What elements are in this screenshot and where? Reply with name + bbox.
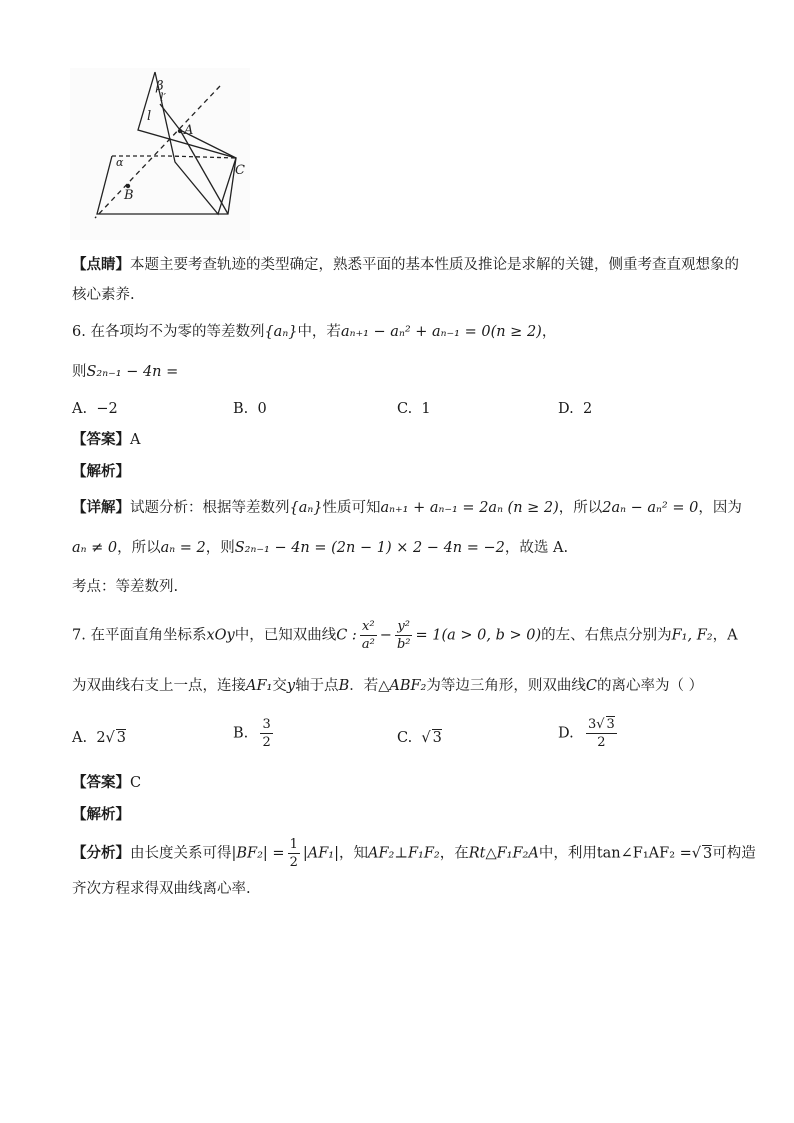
q6-option-c-text: 1 <box>421 401 431 417</box>
q7-line2-h: △ABF₂ <box>378 678 427 694</box>
q7-frac-x-num: x² <box>362 619 375 634</box>
q7-fenxi-h: 中，利用 <box>538 845 597 862</box>
q7-frac-y <box>395 618 413 653</box>
q7-option-a-letter: A. <box>72 730 88 746</box>
q7-stem-d: C : <box>336 627 357 644</box>
q7-stem-f: 的左、右焦点分别为 <box>541 627 672 644</box>
q7-line2-a: 为双曲线右支上一点，连接 <box>72 678 246 694</box>
q6-option-b-text: 0 <box>257 401 267 417</box>
q7-option-a-sqrt-sign: √ <box>105 730 115 746</box>
q6-detail-1a: 试题分析：根据等差数列 <box>130 500 290 516</box>
q7-fenxi-i: tan∠F₁AF₂ = <box>596 845 692 862</box>
q6-option-a-text: −2 <box>96 401 118 417</box>
q7-line2-k: 的离心率为（ ） <box>596 678 704 694</box>
q7-fenxi-a: 由长度关系可得 <box>130 845 232 862</box>
q6-seq: {aₙ} <box>264 324 298 340</box>
q6-cond: aₙ₊₁ − aₙ² + aₙ₋₁ = 0(n ≥ 2) <box>340 324 542 340</box>
q6-kaodian-text: 考点：等差数列. <box>72 579 179 595</box>
q7-option-a-radicand: 3 <box>116 730 127 746</box>
note-line-1 <box>72 255 739 275</box>
label-l-prime: l′ <box>160 91 167 104</box>
q6-detail-2e: S₂ₙ₋₁ − 4n = (2n − 1) × 2 − 4n = −2 <box>234 540 505 556</box>
q7-option-b <box>233 716 276 751</box>
q7-fenxi-radicand: 3 <box>703 845 713 862</box>
q7-option-d-frac <box>586 716 617 751</box>
q7-stem-b: xOy <box>206 627 235 644</box>
q7-answer-value: C <box>130 775 142 791</box>
q7-fenxi-frac <box>288 836 300 871</box>
q7-option-b-letter: B. <box>233 725 249 742</box>
planes-diagram <box>70 68 250 240</box>
q7-stem-c: 中，已知双曲线 <box>234 627 337 644</box>
q7-option-d-letter: D. <box>558 725 574 742</box>
q7-option-b-num: 3 <box>262 717 271 732</box>
q6-option-d-text: 2 <box>582 401 593 417</box>
q7-fenxi-frac-num: 1 <box>289 837 298 852</box>
q7-fenxi-f: ，在 <box>439 845 469 862</box>
q7-fenxi-tag: 【分析】 <box>72 845 130 862</box>
q6-detail-2b: ，所以 <box>117 540 161 556</box>
q7-option-b-den: 2 <box>262 735 271 750</box>
q7-option-d-sqrt-sign: √ <box>596 717 605 732</box>
q7-option-c-letter: C. <box>397 730 413 746</box>
q6-ask <box>72 362 178 382</box>
q6-detail-1d: aₙ₊₁ + aₙ₋₁ = 2aₙ (n ≥ 2) <box>380 500 559 516</box>
q7-fenxi-j: 可构造 <box>712 845 756 862</box>
geometry-figure <box>70 68 250 240</box>
q6-detail-2a: aₙ ≠ 0 <box>72 540 118 556</box>
q7-fenxi-1 <box>72 836 756 871</box>
q7-option-c-sqrt-sign: √ <box>421 730 431 746</box>
q7-stem-1 <box>72 618 738 653</box>
q7-fenxi-line2: 齐次方程求得双曲线离心率. <box>72 881 251 897</box>
label-a: A <box>184 123 194 138</box>
q6-option-a <box>72 399 118 419</box>
q6-detail-2d: ，则 <box>205 540 235 556</box>
note-tag: 【点睛】 <box>72 257 130 273</box>
q6-detail-1f: 2aₙ − aₙ² = 0 <box>602 500 699 516</box>
q6-answer-value: A <box>130 432 141 448</box>
q7-line2-d: y <box>286 678 296 694</box>
q7-frac-y-num: y² <box>397 619 410 634</box>
q6-ask-expr: S₂ₙ₋₁ − 4n = <box>86 364 179 380</box>
q7-option-a <box>72 728 126 748</box>
q7-frac-x-den: a² <box>361 637 375 652</box>
q7-line2-g: ．若 <box>349 678 379 694</box>
q7-option-d-num <box>586 716 617 734</box>
q7-stem-2 <box>72 676 703 696</box>
q7-frac-y-den: b² <box>396 637 411 652</box>
label-l: l <box>147 109 152 124</box>
q6-analysis <box>72 462 130 482</box>
q7-stem-e: = 1(a > 0, b > 0) <box>415 627 542 644</box>
q6-kaodian <box>72 577 178 597</box>
q6-option-b <box>233 399 267 419</box>
q6-stem-mid: 中，若 <box>297 324 341 340</box>
q7-line2-i: 为等边三角形，则双曲线 <box>426 678 586 694</box>
q7-fenxi-b: |BF₂| = <box>231 845 285 862</box>
q6-analysis-tag: 【解析】 <box>72 464 130 480</box>
q6-detail-tag: 【详解】 <box>72 500 130 516</box>
q6-detail-1b: {aₙ} <box>289 500 323 516</box>
q7-fenxi-2 <box>72 879 251 899</box>
note-text-2: 核心素养. <box>72 287 135 303</box>
q6-detail-2f: ，故选 A. <box>504 540 569 556</box>
q7-frac-x <box>360 618 377 653</box>
q6-stem <box>72 322 556 342</box>
q7-line2-j: C <box>585 678 597 694</box>
point-a-dot <box>178 129 182 133</box>
note-text-1: 本题主要考查轨迹的类型确定，熟悉平面的基本性质及推论是求解的关键，侧重考查直观想象的 <box>130 257 739 273</box>
q7-option-b-frac <box>260 716 272 751</box>
q6-answer-tag: 【答案】 <box>72 432 130 448</box>
q6-detail-1c: 性质可知 <box>322 500 381 516</box>
q7-fenxi-sqrt-sign: √ <box>691 845 702 862</box>
q6-option-d <box>558 399 592 419</box>
label-b: B <box>124 188 134 203</box>
q7-line2-e: 轴于点 <box>295 678 339 694</box>
q7-option-d-radicand: 3 <box>606 717 615 732</box>
q6-stem-pre: 6. 在各项均不为零的等差数列 <box>72 324 265 340</box>
q6-option-a-letter: A. <box>72 401 88 417</box>
q7-option-c <box>397 728 442 748</box>
q7-option-c-radicand: 3 <box>432 730 442 746</box>
q7-fenxi-d: ，知 <box>338 845 368 862</box>
q7-line2-c: 交 <box>272 678 287 694</box>
q7-analysis-tag: 【解析】 <box>72 807 130 823</box>
q6-detail-2c: aₙ = 2 <box>160 540 206 556</box>
q6-detail-1g: ，因为 <box>698 500 742 516</box>
q7-option-d-coef: 3 <box>587 717 597 732</box>
q7-stem-h: ，A <box>712 627 738 644</box>
q6-answer <box>72 430 140 450</box>
q7-fenxi-c: |AF₁| <box>302 845 339 862</box>
q7-option-d-den: 2 <box>597 735 606 750</box>
q7-stem-g: F₁, F₂ <box>671 627 713 644</box>
note-line-2 <box>72 285 135 305</box>
q7-line2-f: B <box>338 678 350 694</box>
q6-detail-1e: ，所以 <box>558 500 603 516</box>
q6-option-d-letter: D. <box>558 401 574 417</box>
q7-answer <box>72 773 141 793</box>
q7-answer-tag: 【答案】 <box>72 775 130 791</box>
q6-option-c <box>397 399 431 419</box>
q7-minus: − <box>379 627 392 644</box>
q7-option-a-coef: 2 <box>96 730 106 746</box>
label-beta: β <box>156 79 164 94</box>
q6-detail-2 <box>72 538 568 558</box>
q6-option-c-letter: C. <box>397 401 413 417</box>
q7-line2-b: AF₁ <box>246 678 273 694</box>
q6-detail-1 <box>72 498 742 518</box>
q6-stem-end: ， <box>541 324 557 340</box>
q7-stem-a: 7. 在平面直角坐标系 <box>72 627 207 644</box>
q7-fenxi-e: AF₂⊥F₁F₂ <box>367 845 440 862</box>
q7-fenxi-g: Rt△F₁F₂A <box>468 845 539 862</box>
q7-option-d <box>558 716 620 751</box>
q6-option-b-letter: B. <box>233 401 249 417</box>
q7-fenxi-frac-den: 2 <box>289 855 298 870</box>
q7-analysis <box>72 805 130 825</box>
q6-ask-pre: 则 <box>72 364 87 380</box>
label-alpha: α <box>116 156 124 169</box>
label-c: C <box>235 163 245 178</box>
